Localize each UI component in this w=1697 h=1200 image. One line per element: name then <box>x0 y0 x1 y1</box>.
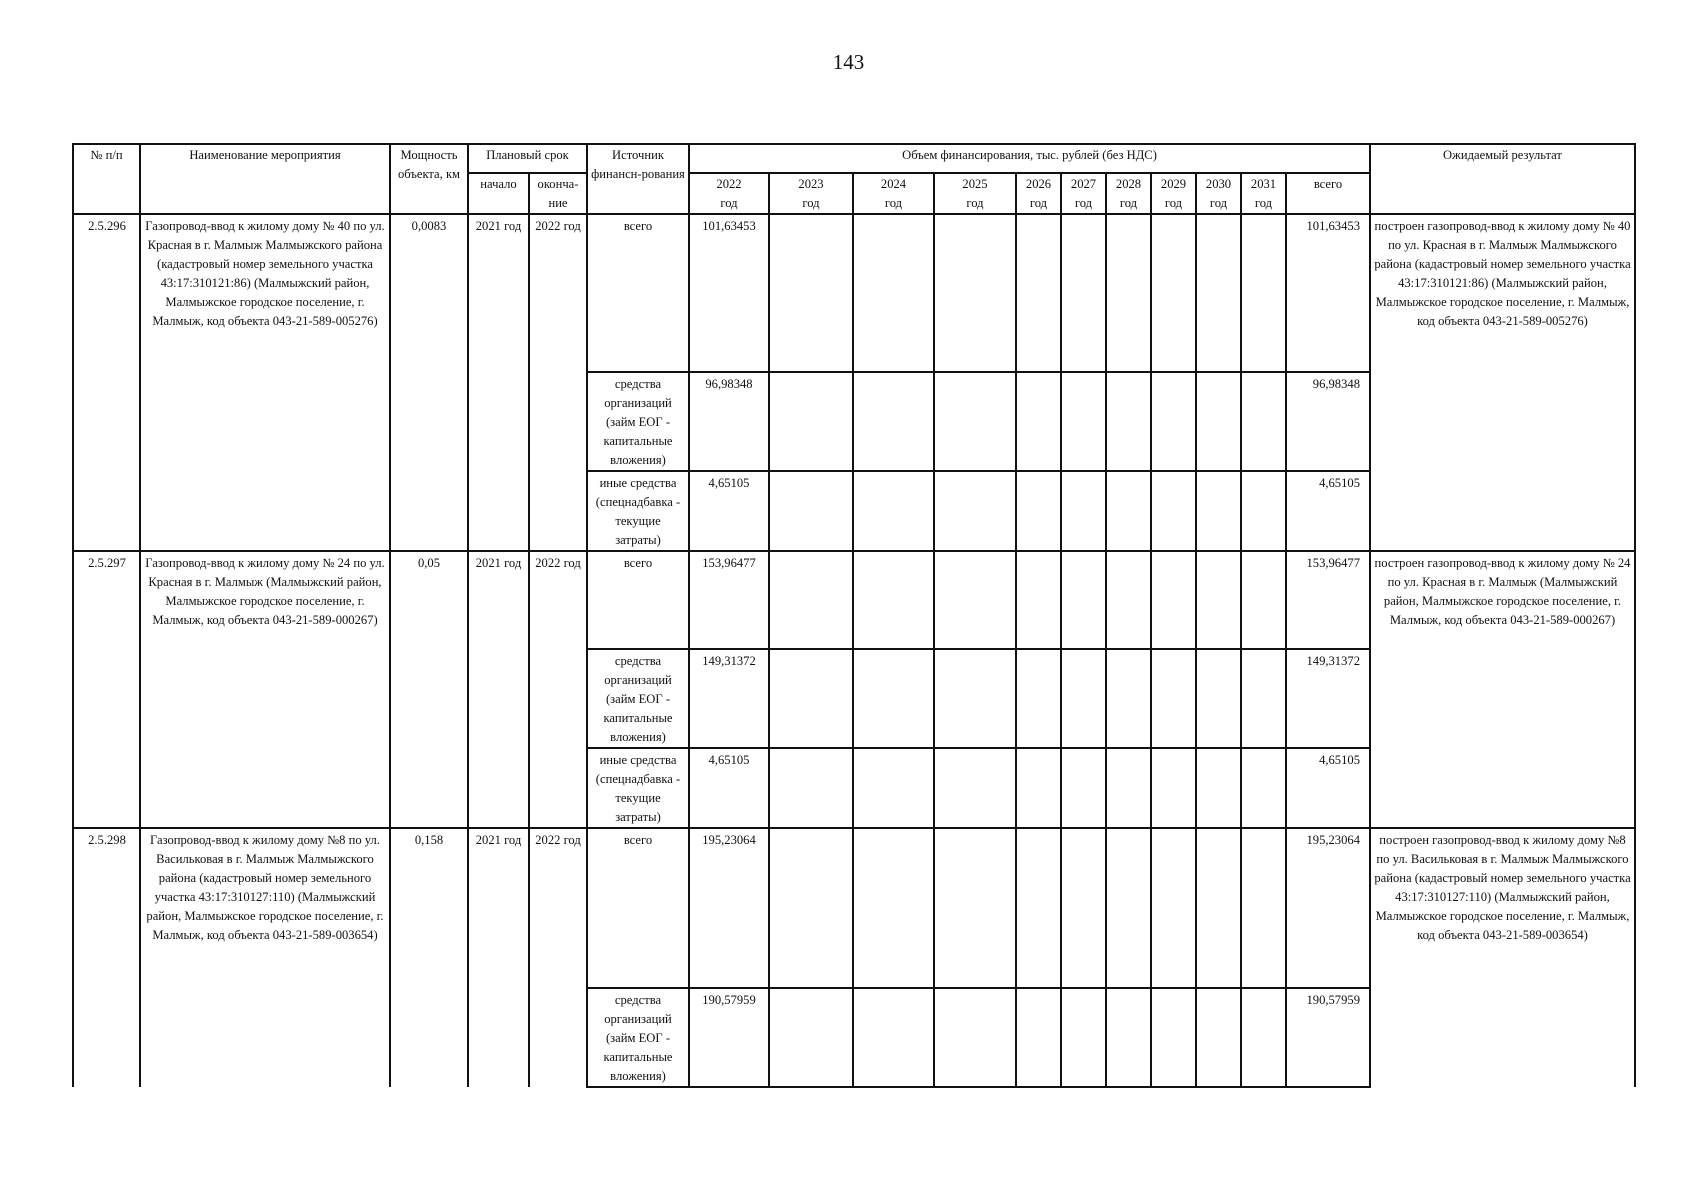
row-number: 2.5.296 <box>73 214 140 551</box>
header-year-2030 <box>1196 173 1241 214</box>
row-value-2023 <box>769 828 853 988</box>
row-value-2025 <box>934 748 1016 828</box>
row-value-2029 <box>1151 372 1196 471</box>
row-value-2029 <box>1151 214 1196 372</box>
header-year-2026 <box>1016 173 1061 214</box>
header-term-start: начало <box>468 173 529 214</box>
row-end: 2022 год <box>529 214 587 551</box>
table-row <box>73 828 1635 988</box>
row-value-2028 <box>1106 649 1151 748</box>
row-value-2030 <box>1196 372 1241 471</box>
row-value-2024 <box>853 988 934 1087</box>
row-value-2030 <box>1196 551 1241 649</box>
row-start: 2021 год <box>468 828 529 1087</box>
row-source: средства организаций (займ ЕОГ - капитальные вложения) <box>587 649 689 748</box>
header-year-2031 <box>1241 173 1286 214</box>
row-value-2022: 4,65105 <box>689 471 769 551</box>
row-number: 2.5.297 <box>73 551 140 828</box>
row-value-2029 <box>1151 649 1196 748</box>
row-value-2025 <box>934 649 1016 748</box>
year-unit: год <box>1074 196 1093 210</box>
row-end: 2022 год <box>529 828 587 1087</box>
row-value-2029 <box>1151 988 1196 1087</box>
row-value-2028 <box>1106 828 1151 988</box>
row-value-2023 <box>769 372 853 471</box>
row-value-2031 <box>1241 551 1286 649</box>
row-value-2025 <box>934 214 1016 372</box>
row-value-2028 <box>1106 372 1151 471</box>
row-source: всего <box>587 214 689 372</box>
year-label: 2025 <box>962 177 988 191</box>
row-value-2022: 96,98348 <box>689 372 769 471</box>
row-value-2028 <box>1106 214 1151 372</box>
row-value-2024 <box>853 551 934 649</box>
row-name: Газопровод-ввод к жилому дому № 24 по ул. Красная в г. Малмыж (Малмыжский район, Малмыжское городское поселение, г. Малмыж, код объекта 043-21-589-000267) <box>140 551 390 828</box>
row-value-2031 <box>1241 748 1286 828</box>
row-value-2027 <box>1061 372 1106 471</box>
year-label: 2030 <box>1205 177 1232 191</box>
row-value-2025 <box>934 988 1016 1087</box>
header-year-2023 <box>769 173 853 214</box>
row-source: средства организаций (займ ЕОГ - капитальные вложения) <box>587 988 689 1087</box>
row-value-2022: 101,63453 <box>689 214 769 372</box>
row-value-2023 <box>769 649 853 748</box>
row-value-2028 <box>1106 471 1151 551</box>
row-source: всего <box>587 828 689 988</box>
row-name: Газопровод-ввод к жилому дому № 40 по ул. Красная в г. Малмыж Малмыжского района (кадастровый номер земельного участка 43:17:310121:86) (Малмыжский район, Малмыжское городское поселение, г. Малмыж, код объекта 043-21-589-005276) <box>140 214 390 551</box>
year-unit: год <box>720 196 738 210</box>
row-value-2023 <box>769 988 853 1087</box>
row-result: построен газопровод-ввод к жилому дому № 24 по ул. Красная в г. Малмыж (Малмыжский район, Малмыжское городское поселение, г. Малмыж, код объекта 043-21-589-000267) <box>1370 551 1635 828</box>
year-unit: год <box>884 196 903 210</box>
row-value-2027 <box>1061 748 1106 828</box>
row-total: 4,65105 <box>1286 748 1370 828</box>
row-value-2029 <box>1151 748 1196 828</box>
row-value-2031 <box>1241 828 1286 988</box>
row-source: иные средства (спецнадбавка - текущие затраты) <box>587 748 689 828</box>
row-value-2025 <box>934 372 1016 471</box>
row-value-2024 <box>853 214 934 372</box>
row-value-2022: 149,31372 <box>689 649 769 748</box>
row-total: 4,65105 <box>1286 471 1370 551</box>
row-capacity: 0,05 <box>390 551 468 828</box>
year-label: 2024 <box>880 177 907 191</box>
row-value-2024 <box>853 649 934 748</box>
row-name: Газопровод-ввод к жилому дому №8 по ул. Васильковая в г. Малмыж Малмыжского района (кадастровый номер земельного участка 43:17:310127:110) (Малмыжский район, Малмыжское городское поселение, г. Малмыж, код объекта 043-21-589-003654) <box>140 828 390 1087</box>
row-number: 2.5.298 <box>73 828 140 1087</box>
year-label: 2029 <box>1160 177 1187 191</box>
row-value-2031 <box>1241 471 1286 551</box>
row-value-2025 <box>934 551 1016 649</box>
row-value-2023 <box>769 471 853 551</box>
row-source: иные средства (спецнадбавка - текущие затраты) <box>587 471 689 551</box>
year-label: 2023 <box>798 177 824 191</box>
row-value-2027 <box>1061 214 1106 372</box>
row-value-2026 <box>1016 551 1061 649</box>
row-value-2029 <box>1151 551 1196 649</box>
row-value-2023 <box>769 214 853 372</box>
header-source: Источник финансн-рования <box>587 144 689 214</box>
year-unit: год <box>802 196 820 210</box>
row-value-2029 <box>1151 828 1196 988</box>
row-capacity: 0,158 <box>390 828 468 1087</box>
row-value-2022: 190,57959 <box>689 988 769 1087</box>
header-year-2022 <box>689 173 769 214</box>
row-total: 96,98348 <box>1286 372 1370 471</box>
row-total: 101,63453 <box>1286 214 1370 372</box>
row-value-2029 <box>1151 471 1196 551</box>
funding-table <box>72 143 1636 1088</box>
header-no: № п/п <box>73 144 140 214</box>
row-value-2028 <box>1106 551 1151 649</box>
year-unit: год <box>966 196 984 210</box>
header-year-2027 <box>1061 173 1106 214</box>
year-unit: год <box>1254 196 1273 210</box>
year-label: 2026 <box>1025 177 1052 191</box>
table-row <box>73 214 1635 372</box>
row-value-2024 <box>853 471 934 551</box>
header-total: всего <box>1286 173 1370 214</box>
row-value-2031 <box>1241 372 1286 471</box>
header-year-2025 <box>934 173 1016 214</box>
row-value-2030 <box>1196 988 1241 1087</box>
header-result: Ожидаемый результат <box>1370 144 1635 214</box>
header-year-2028 <box>1106 173 1151 214</box>
header-funding: Объем финансирования, тыс. рублей (без НДС) <box>689 144 1370 173</box>
row-value-2024 <box>853 372 934 471</box>
header-year-2024 <box>853 173 934 214</box>
row-end: 2022 год <box>529 551 587 828</box>
row-value-2026 <box>1016 214 1061 372</box>
header-term-end: оконча-ние <box>529 173 587 214</box>
row-value-2030 <box>1196 649 1241 748</box>
row-value-2030 <box>1196 471 1241 551</box>
header-year-2029 <box>1151 173 1196 214</box>
row-capacity: 0,0083 <box>390 214 468 551</box>
row-source: средства организаций (займ ЕОГ - капитальные вложения) <box>587 372 689 471</box>
row-value-2028 <box>1106 988 1151 1087</box>
year-unit: год <box>1164 196 1183 210</box>
row-total: 195,23064 <box>1286 828 1370 988</box>
page-number: 143 <box>832 50 865 74</box>
row-value-2024 <box>853 748 934 828</box>
year-unit: год <box>1029 196 1048 210</box>
year-label: 2031 <box>1250 177 1277 191</box>
year-label: 2022 <box>716 177 742 191</box>
row-source: всего <box>587 551 689 649</box>
year-label: 2028 <box>1115 177 1142 191</box>
year-label: 2027 <box>1070 177 1097 191</box>
row-value-2028 <box>1106 748 1151 828</box>
row-value-2031 <box>1241 988 1286 1087</box>
row-value-2022: 153,96477 <box>689 551 769 649</box>
row-value-2023 <box>769 551 853 649</box>
row-result: построен газопровод-ввод к жилому дому № 40 по ул. Красная в г. Малмыж Малмыжского района (кадастровый номер земельного участка 43:17:310121:86) (Малмыжский район, Малмыжское городское поселение, г. Малмыж, код объекта 043-21-589-005276) <box>1370 214 1635 551</box>
header-capacity: Мощность объекта, км <box>390 144 468 214</box>
header-name: Наименование мероприятия <box>140 144 390 214</box>
row-value-2027 <box>1061 828 1106 988</box>
row-value-2031 <box>1241 649 1286 748</box>
year-unit: год <box>1119 196 1138 210</box>
row-result: построен газопровод-ввод к жилому дому №8 по ул. Васильковая в г. Малмыж Малмыжского района (кадастровый номер земельного участка 43:17:310127:110) (Малмыжский район, Малмыжское городское поселение, г. Малмыж, код объекта 043-21-589-003654) <box>1370 828 1635 1087</box>
row-start: 2021 год <box>468 214 529 551</box>
row-total: 153,96477 <box>1286 551 1370 649</box>
row-value-2025 <box>934 828 1016 988</box>
row-value-2026 <box>1016 471 1061 551</box>
row-value-2024 <box>853 828 934 988</box>
row-value-2031 <box>1241 214 1286 372</box>
row-value-2030 <box>1196 748 1241 828</box>
row-value-2027 <box>1061 988 1106 1087</box>
row-value-2026 <box>1016 988 1061 1087</box>
row-value-2025 <box>934 471 1016 551</box>
row-value-2027 <box>1061 471 1106 551</box>
header-term: Плановый срок <box>468 144 587 173</box>
row-value-2022: 4,65105 <box>689 748 769 828</box>
row-total: 149,31372 <box>1286 649 1370 748</box>
row-value-2030 <box>1196 214 1241 372</box>
row-value-2027 <box>1061 649 1106 748</box>
row-value-2026 <box>1016 372 1061 471</box>
row-value-2023 <box>769 748 853 828</box>
table-row <box>73 551 1635 649</box>
row-value-2030 <box>1196 828 1241 988</box>
row-value-2026 <box>1016 748 1061 828</box>
row-value-2022: 195,23064 <box>689 828 769 988</box>
row-value-2026 <box>1016 649 1061 748</box>
row-value-2026 <box>1016 828 1061 988</box>
year-unit: год <box>1209 196 1228 210</box>
row-total: 190,57959 <box>1286 988 1370 1087</box>
row-value-2027 <box>1061 551 1106 649</box>
row-start: 2021 год <box>468 551 529 828</box>
